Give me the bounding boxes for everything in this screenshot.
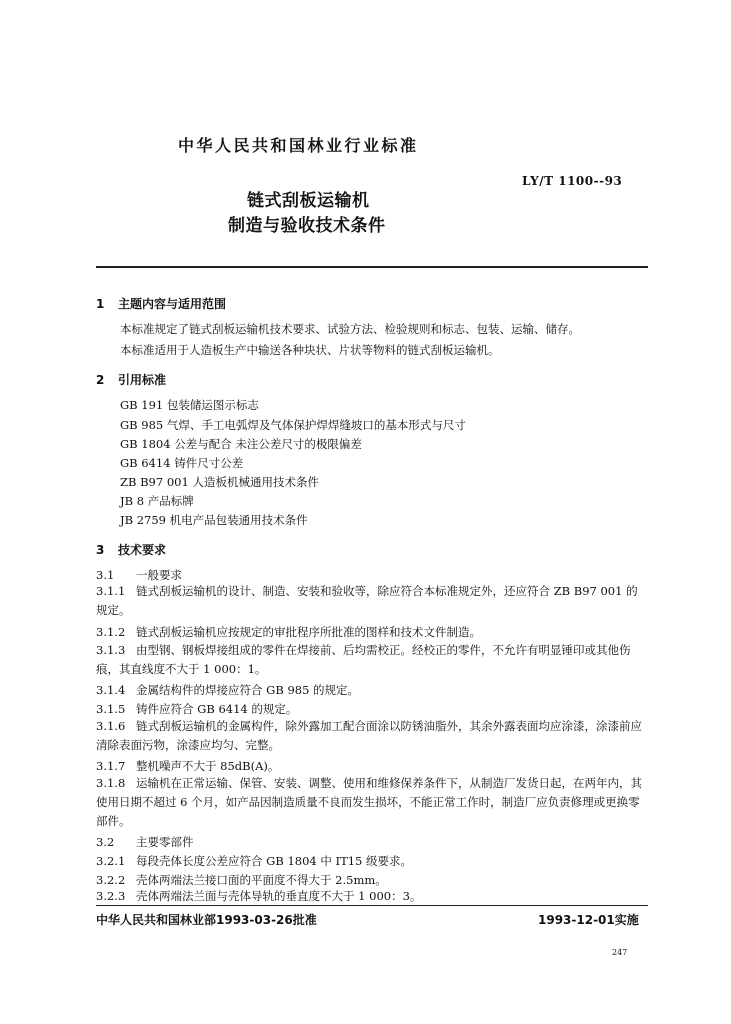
clause-number: 3.1.8 xyxy=(96,776,126,790)
clause-3-1-7 xyxy=(96,759,279,773)
section-number: 1 xyxy=(96,297,105,311)
clause-number: 3.2.3 xyxy=(96,889,126,903)
clause-text: 每段壳体长度公差应符合 GB 1804 中 IT15 级要求。 xyxy=(136,854,413,868)
clause-number: 3.1.6 xyxy=(96,719,126,733)
paragraph: 本标准规定了链式刮板运输机技术要求、试验方法、检验规则和标志、包装、运输、储存。 xyxy=(120,322,580,336)
document-title-line2: 制造与验收技术条件 xyxy=(228,216,386,236)
clause-number: 3.1.2 xyxy=(96,625,126,639)
standard-code: LY/T 1100--93 xyxy=(522,174,623,188)
page-number: 247 xyxy=(612,948,628,957)
clause-text: 一般要求 xyxy=(136,568,182,582)
footer-divider xyxy=(96,905,648,906)
clause-3-1-3 xyxy=(96,641,648,679)
issuing-organization: 中华人民共和国林业行业标准 xyxy=(178,136,419,155)
clause-text: 壳体两端法兰接口面的平面度不得大于 2.5mm。 xyxy=(136,873,387,887)
clause-number: 3.1.5 xyxy=(96,702,126,716)
reference-item: GB 191 包装储运图示标志 xyxy=(120,398,259,412)
section-2-heading xyxy=(96,371,166,388)
clause-number: 3.2 xyxy=(96,835,115,849)
clause-3-2-3 xyxy=(96,889,421,903)
clause-3-1-1 xyxy=(96,582,648,620)
clause-text: 运输机在正常运输、保管、安装、调整、使用和维修保养条件下，从制造厂发货日起，在两年内，其使用日期不超过 6 个月，如产品因制造质量不良而发生损坏，不能正常工作时，制造厂应负责修理或更换零部件。 xyxy=(96,776,642,828)
section-title: 技术要求 xyxy=(118,543,167,557)
clause-number: 3.2.1 xyxy=(96,854,126,868)
clause-3-1 xyxy=(96,568,182,582)
clause-text: 金属结构件的焊接应符合 GB 985 的规定。 xyxy=(136,683,360,697)
section-title: 主题内容与适用范围 xyxy=(118,297,227,311)
clause-number: 3.1 xyxy=(96,568,115,582)
clause-text: 链式刮板运输机应按规定的审批程序所批准的图样和技术文件制造。 xyxy=(136,625,481,639)
clause-text: 主要零部件 xyxy=(136,835,194,849)
clause-text: 由型钢、钢板焊接组成的零件在焊接前、后均需校正。经校正的零件，不允许有明显锤印或其他伤痕，其直线度不大于 1 000：1。 xyxy=(96,643,631,676)
clause-text: 整机噪声不大于 85dB(A)。 xyxy=(136,759,280,773)
effective-date: 1993-12-01实施 xyxy=(538,913,639,927)
section-number: 2 xyxy=(96,373,105,387)
section-1-heading xyxy=(96,295,226,312)
clause-number: 3.1.1 xyxy=(96,584,126,598)
clause-3-1-6 xyxy=(96,717,648,755)
clause-number: 3.2.2 xyxy=(96,873,126,887)
clause-3-2-1 xyxy=(96,854,412,868)
paragraph: 本标准适用于人造板生产中输送各种块状、片状等物料的链式刮板运输机。 xyxy=(120,343,500,357)
clause-number: 3.1.7 xyxy=(96,759,126,773)
clause-3-1-8 xyxy=(96,774,648,831)
section-3-heading xyxy=(96,541,166,558)
clause-number: 3.1.3 xyxy=(96,643,126,657)
reference-item: GB 985 气焊、手工电弧焊及气体保护焊焊缝坡口的基本形式与尺寸 xyxy=(120,418,466,432)
clause-3-1-5 xyxy=(96,702,297,716)
section-number: 3 xyxy=(96,543,105,557)
clause-3-2-2 xyxy=(96,873,387,887)
clause-3-2 xyxy=(96,835,194,849)
reference-item: JB 2759 机电产品包装通用技术条件 xyxy=(120,513,308,527)
clause-text: 壳体两端法兰面与壳体导轨的垂直度不大于 1 000：3。 xyxy=(136,889,422,903)
clause-text: 链式刮板运输机的金属构件，除外露加工配合面涂以防锈油脂外，其余外露表面均应涂漆，涂漆前应清除表面污物，涂漆应均匀、完整。 xyxy=(96,719,642,752)
clause-text: 铸件应符合 GB 6414 的规定。 xyxy=(136,702,298,716)
document-title-line1: 链式刮板运输机 xyxy=(247,191,370,211)
reference-item: ZB B97 001 人造板机械通用技术条件 xyxy=(120,475,319,489)
approval-date: 中华人民共和国林业部1993-03-26批准 xyxy=(96,913,317,927)
clause-number: 3.1.4 xyxy=(96,683,126,697)
clause-text: 链式刮板运输机的设计、制造、安装和验收等，除应符合本标准规定外，还应符合 ZB B97 001 的规定。 xyxy=(96,584,638,617)
reference-item: GB 1804 公差与配合 未注公差尺寸的极限偏差 xyxy=(120,437,362,451)
clause-3-1-4 xyxy=(96,683,359,697)
reference-item: JB 8 产品标牌 xyxy=(120,494,194,508)
header-divider xyxy=(96,266,648,268)
section-title: 引用标准 xyxy=(118,373,167,387)
clause-3-1-2 xyxy=(96,625,481,639)
reference-item: GB 6414 铸件尺寸公差 xyxy=(120,456,244,470)
